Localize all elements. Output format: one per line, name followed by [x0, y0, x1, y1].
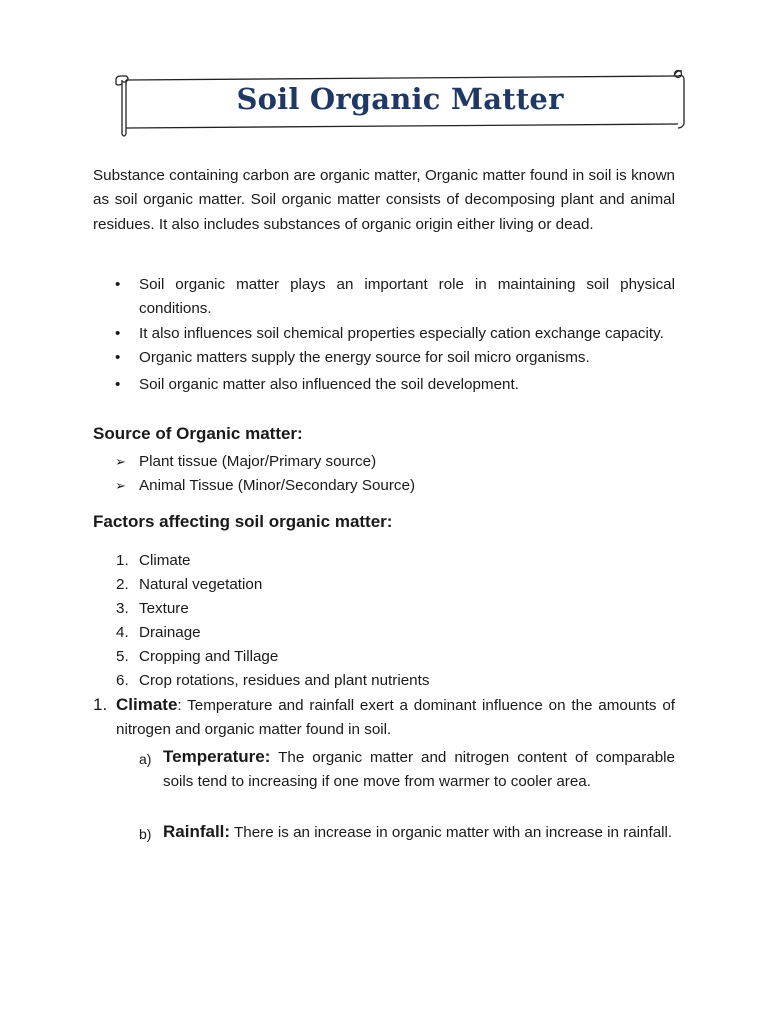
climate-text: : Temperature and rainfall exert a dominant influence on the amounts of nitrogen and organic matter found in soil.	[116, 697, 675, 739]
list-item	[93, 474, 415, 498]
rainfall-text: There is an increase in organic matter with an increase in rainfall.	[230, 824, 673, 841]
bullet-text: Organic matters supply the energy source for soil micro organisms.	[139, 348, 590, 366]
section-number: 1.	[93, 695, 108, 714]
page-title: Soil Organic Matter	[236, 82, 564, 116]
factor-text: Crop rotations, residues and plant nutrients	[139, 672, 430, 689]
item-number: 4.	[116, 624, 129, 641]
factor-text: Climate	[139, 552, 191, 569]
list-item	[93, 645, 429, 669]
sub-letter: b)	[139, 826, 152, 842]
item-number: 1.	[116, 552, 129, 569]
list-item	[93, 373, 675, 397]
factor-text: Drainage	[139, 624, 201, 641]
temperature-subsection	[139, 745, 675, 795]
arrow-bullet-icon: ➢	[115, 454, 126, 469]
bullet-icon: •	[115, 276, 121, 293]
list-item	[93, 597, 429, 621]
title-scroll-banner	[112, 66, 688, 138]
item-number: 2.	[116, 576, 129, 593]
bullet-text: It also influences soil chemical properties especially cation exchange capacity.	[139, 324, 664, 342]
rainfall-body	[163, 820, 675, 845]
factor-text: Texture	[139, 600, 189, 617]
factors-list	[93, 549, 429, 693]
factors-heading: Factors affecting soil organic matter:	[93, 512, 393, 531]
sub-letter: a)	[139, 751, 152, 767]
intro-paragraph: Substance containing carbon are organic matter, Organic matter found in soil is known as soil organic matter. Soil organic matter consists of decomposing plant and animal residues. It also includes substances of organic origin either living or dead.	[93, 167, 675, 233]
bullet-icon: •	[115, 324, 121, 342]
temperature-text: The organic matter and nitrogen content of comparable soils tend to increasing if one move from warmer to cooler area.	[163, 749, 675, 791]
bullet-text: Soil organic matter plays an important role in maintaining soil physical conditions.	[139, 276, 675, 318]
rainfall-subsection	[139, 820, 675, 845]
list-item	[93, 322, 675, 346]
bullet-text: Soil organic matter also influenced the soil development.	[139, 376, 519, 394]
list-item	[93, 621, 429, 645]
list-item	[93, 669, 429, 693]
bullet-icon: •	[115, 376, 121, 394]
temperature-term: Temperature:	[163, 747, 271, 766]
item-number: 3.	[116, 600, 129, 617]
source-list	[93, 450, 415, 499]
source-item-text: Plant tissue (Major/Primary source)	[139, 453, 377, 470]
climate-body	[116, 693, 675, 743]
list-item	[93, 573, 429, 597]
temperature-body	[163, 745, 675, 795]
source-heading: Source of Organic matter:	[93, 424, 303, 443]
list-item	[93, 346, 675, 370]
rainfall-term: Rainfall:	[163, 822, 231, 841]
bullet-list	[93, 273, 675, 397]
item-number: 6.	[116, 672, 129, 689]
factor-text: Cropping and Tillage	[139, 648, 279, 665]
item-number: 5.	[116, 648, 129, 665]
climate-section	[93, 693, 675, 743]
arrow-bullet-icon: ➢	[115, 478, 126, 494]
source-item-text: Animal Tissue (Minor/Secondary Source)	[139, 477, 416, 495]
climate-term: Climate	[116, 695, 178, 714]
factor-text: Natural vegetation	[139, 576, 263, 593]
list-item	[93, 549, 429, 573]
list-item	[93, 450, 415, 474]
bullet-icon: •	[115, 348, 121, 366]
list-item	[93, 273, 675, 322]
